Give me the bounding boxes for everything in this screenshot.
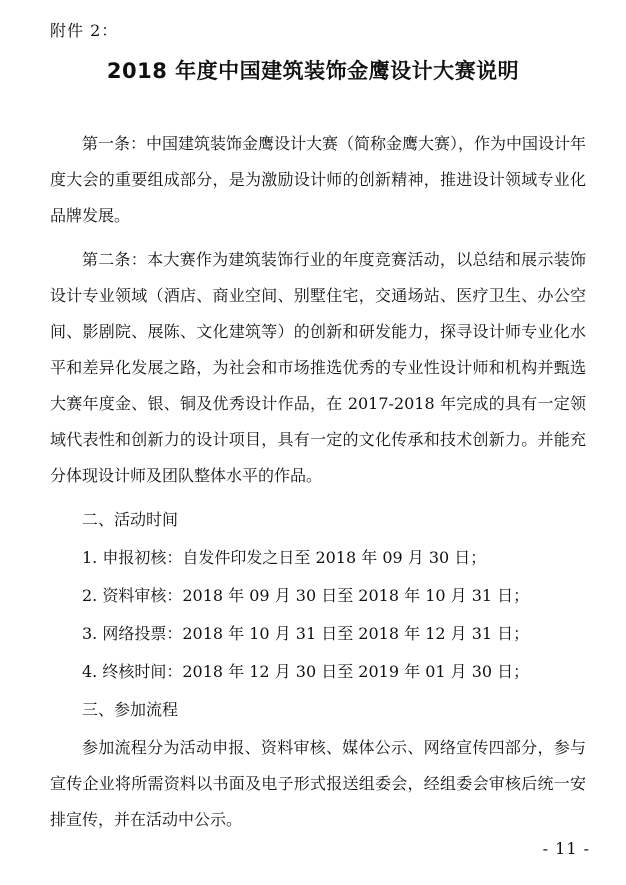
page-number: - 11 - — [542, 839, 590, 858]
schedule-item-3: 3. 网络投票：2018 年 10 月 31 日至 2018 年 12 月 31 日； — [82, 624, 530, 643]
schedule-item-2: 2. 资料审核：2018 年 09 月 30 日至 2018 年 10 月 31 日； — [82, 586, 530, 605]
document-title: 2018 年度中国建筑装饰金鹰设计大赛说明 — [106, 59, 520, 83]
article-2-paragraph: 第二条：本大赛作为建筑装饰行业的年度竞赛活动，以总结和展示装饰设计专业领域（酒店、商业空间、别墅住宅，交通场站、医疗卫生、办公空间、影剧院、展陈、文化建筑等）的创新和研发能力，探寻设计师专业化水平和差异化发展之路，为社会和市场推选优秀的专业性设计师和机构并甄选大赛年度金、银、铜及优秀设计作品，在 2017-2018 年完成的具有一定领域代表性和创新力的设计项目，具有一定的文化传承和技术创新力。并能充分体现设计师及团队整体水平的作品。 — [50, 250, 586, 485]
document-body — [50, 126, 586, 846]
attachment-label: 附件 2： — [50, 21, 119, 40]
schedule-item-1: 1. 申报初核：自发件印发之日至 2018 年 09 月 30 日； — [82, 548, 487, 567]
article-1-paragraph: 第一条：中国建筑装饰金鹰设计大赛（简称金鹰大赛），作为中国设计年度大会的重要组成部分，是为激励设计师的创新精神，推进设计领域专业化品牌发展。 — [50, 134, 587, 225]
section-2-heading: 二、活动时间 — [82, 510, 179, 529]
process-paragraph: 参加流程分为活动申报、资料审核、媒体公示、网络宣传四部分，参与宣传企业将所需资料以书面及电子形式报送组委会，经组委会审核后统一安排宣传，并在活动中公示。 — [50, 738, 586, 829]
section-3-heading: 三、参加流程 — [82, 700, 179, 719]
schedule-item-4: 4. 终核时间：2018 年 12 月 30 日至 2019 年 01 月 30 日； — [82, 662, 530, 681]
